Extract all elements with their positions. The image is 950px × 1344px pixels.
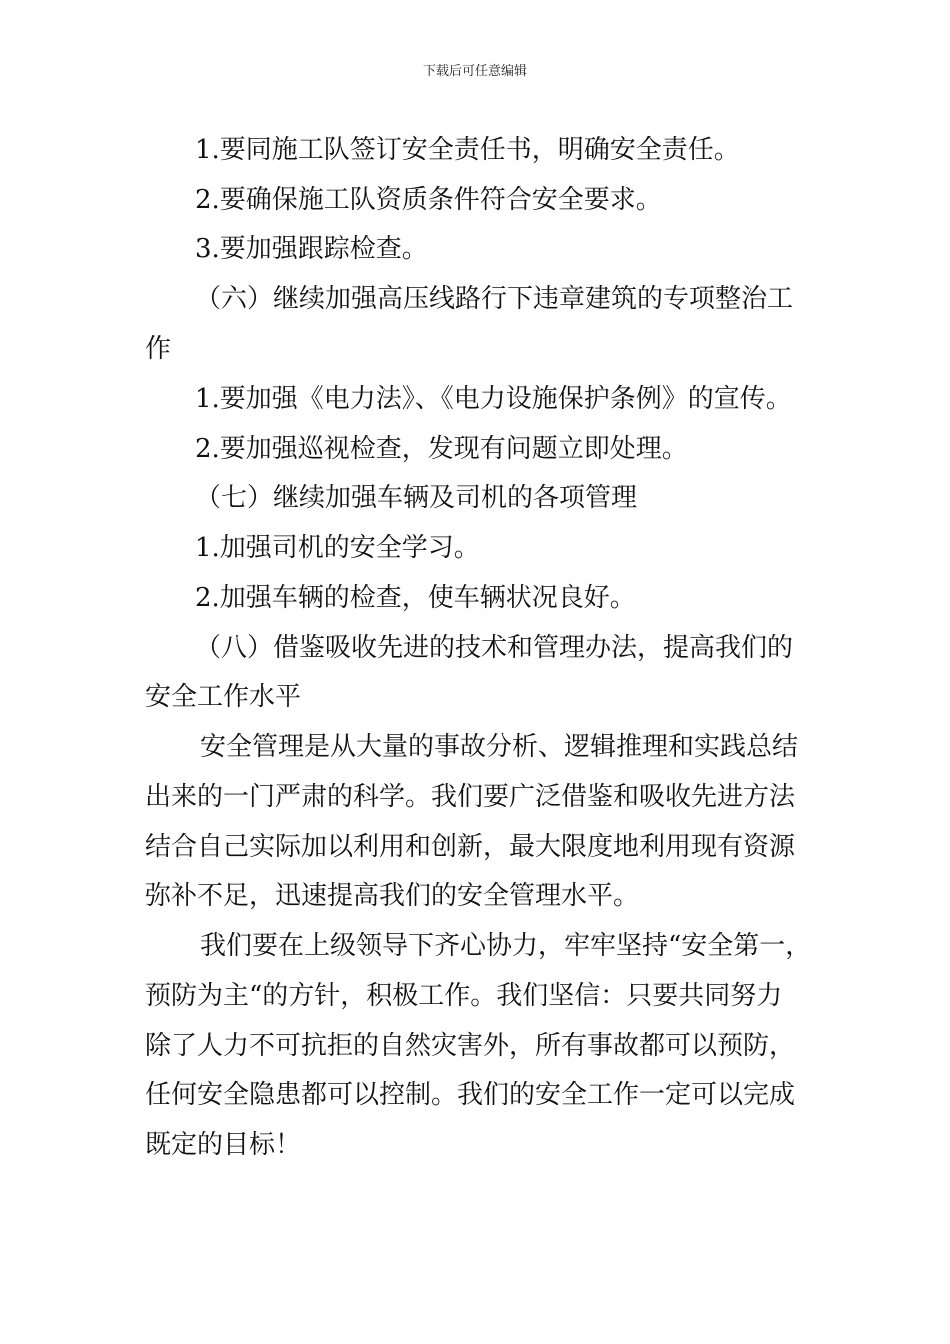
section-heading: （六）继续加强高压线路行下违章建筑的专项整治工 xyxy=(195,284,794,314)
paragraph-line: 我们要在上级领导下齐心协力，牢牢坚持“安全第一， xyxy=(200,931,812,961)
list-item: 1.要加强《电力法》、《电力设施保护条例》的宣传。 xyxy=(195,384,792,414)
section-heading-continued: 作 xyxy=(145,334,172,364)
page-header-note: 下载后可任意编辑 xyxy=(422,64,527,79)
paragraph-line: 除了人力不可抗拒的自然灾害外，所有事故都可以预防， xyxy=(145,1031,796,1061)
section-heading: （八）借鉴吸收先进的技术和管理办法，提高我们的 xyxy=(195,633,794,663)
section-heading-continued: 安全工作水平 xyxy=(145,682,302,712)
list-item: 2.加强车辆的检查，使车辆状况良好。 xyxy=(195,583,636,613)
paragraph-line: 安全管理是从大量的事故分析、逻辑推理和实践总结 xyxy=(200,732,799,762)
list-item: 2.要加强巡视检查，发现有问题立即处理。 xyxy=(195,434,688,464)
list-item: 1.加强司机的安全学习。 xyxy=(195,533,480,563)
list-item: 1.要同施工队签订安全责任书，明确安全责任。 xyxy=(195,135,740,165)
paragraph-line: 预防为主“的方针，积极工作。我们坚信：只要共同努力 xyxy=(145,981,783,1011)
list-item: 3.要加强跟踪检查。 xyxy=(195,234,428,264)
paragraph-line: 弥补不足，迅速提高我们的安全管理水平。 xyxy=(145,881,640,911)
section-heading: （七）继续加强车辆及司机的各项管理 xyxy=(195,483,638,513)
paragraph-line: 既定的目标！ xyxy=(145,1130,302,1160)
list-item: 2.要确保施工队资质条件符合安全要求。 xyxy=(195,185,662,215)
paragraph-line: 任何安全隐患都可以控制。我们的安全工作一定可以完成 xyxy=(145,1080,796,1110)
paragraph-line: 出来的一门严肃的科学。我们要广泛借鉴和吸收先进方法 xyxy=(145,782,796,812)
paragraph-line: 结合自己实际加以利用和创新，最大限度地利用现有资源 xyxy=(145,832,796,862)
